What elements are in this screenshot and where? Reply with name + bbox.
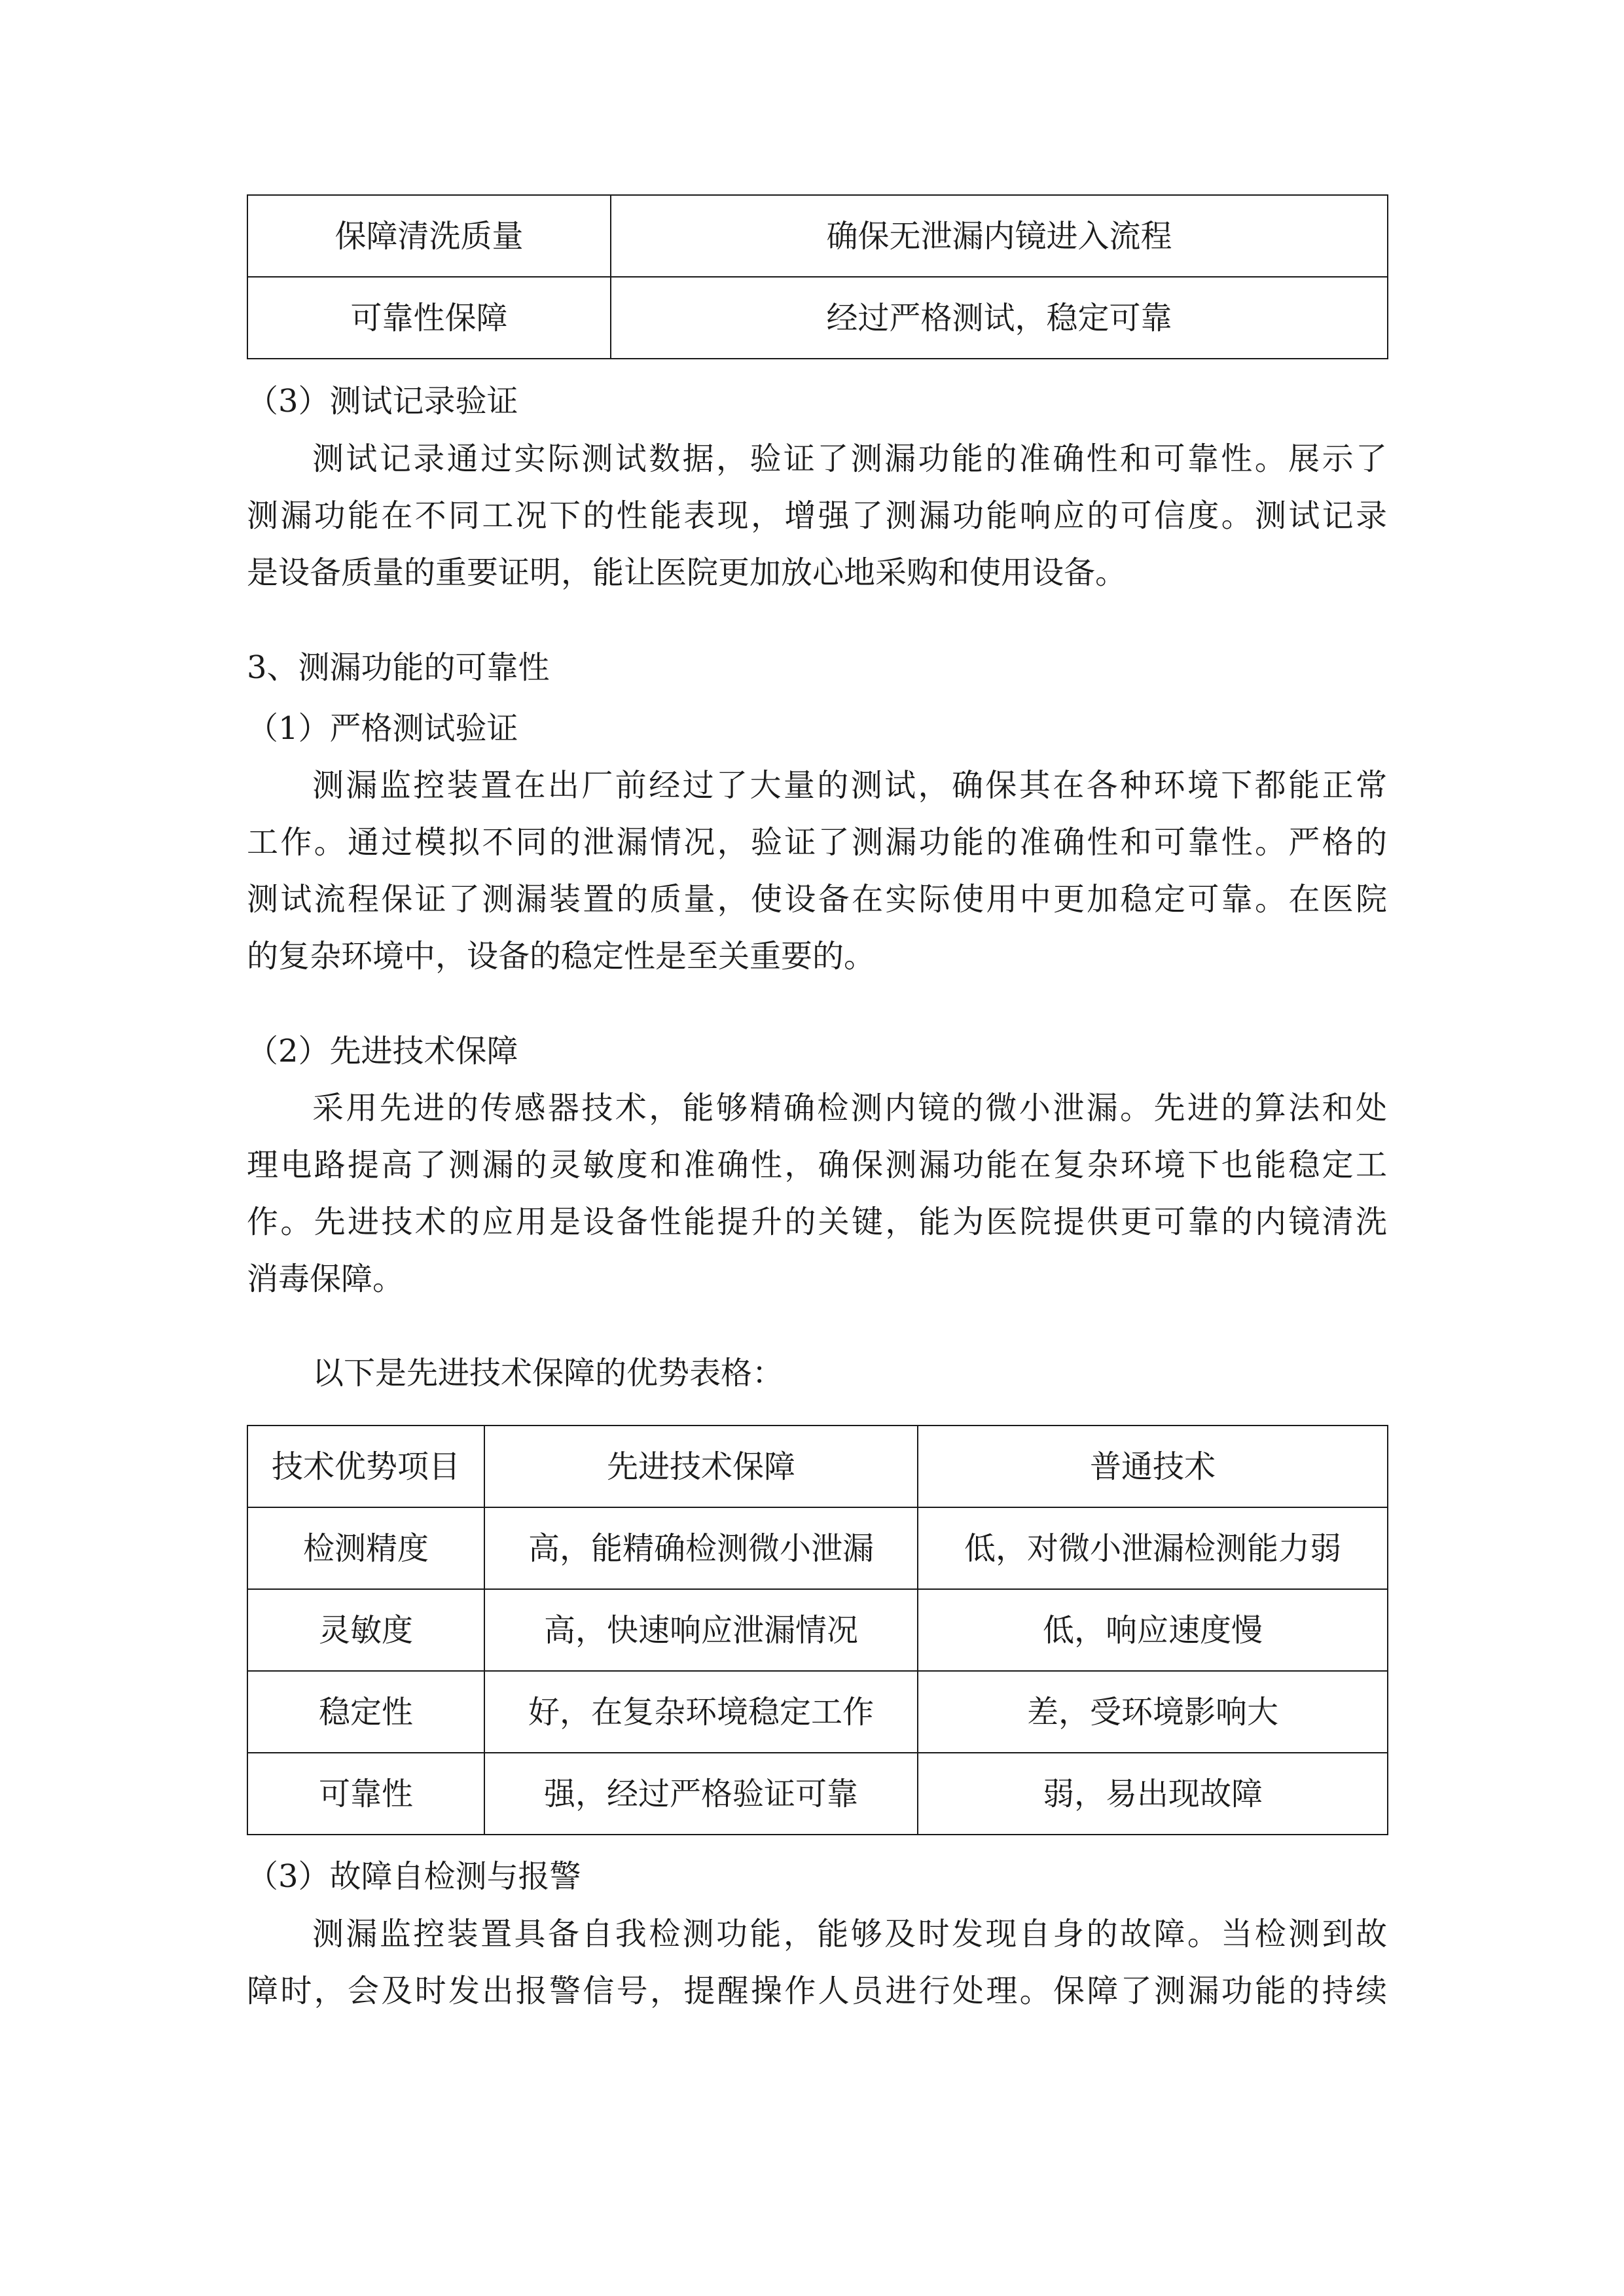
paragraph-line: 是设备质量的重要证明，能让医院更加放心地采购和使用设备。 (247, 554, 1127, 591)
table-cell: 可靠性 (247, 1753, 484, 1835)
table-row (247, 195, 1388, 277)
paragraph-line: 理电路提高了测漏的灵敏度和准确性，确保测漏功能在复杂环境下也能稳定工 (247, 1147, 1387, 1183)
section-title: （2）先进技术保障 (247, 1033, 518, 1069)
table-cell: 经过严格测试，稳定可靠 (611, 277, 1388, 359)
paragraph-line: 采用先进的传感器技术，能够精确检测内镜的微小泄漏。先进的算法和处 (312, 1090, 1387, 1126)
table-cell: 保障清洗质量 (247, 195, 611, 277)
benefit-table (247, 194, 1388, 359)
table-row (247, 1671, 1388, 1753)
table-cell: 高，快速响应泄漏情况 (484, 1589, 918, 1671)
paragraph-line: 作。先进技术的应用是设备性能提升的关键，能为医院提供更可靠的内镜清洗 (247, 1204, 1387, 1240)
table-row (247, 1753, 1388, 1835)
paragraph-line: 的复杂环境中，设备的稳定性是至关重要的。 (247, 938, 876, 975)
paragraph-line: 工作。通过模拟不同的泄漏情况，验证了测漏功能的准确性和可靠性。严格的 (247, 824, 1387, 861)
heading: 3、测漏功能的可靠性 (247, 649, 550, 686)
table-intro: 以下是先进技术保障的优势表格： (312, 1355, 784, 1391)
table-cell: 稳定性 (247, 1671, 484, 1753)
paragraph-line: 测漏监控装置在出厂前经过了大量的测试，确保其在各种环境下都能正常 (312, 767, 1387, 804)
paragraph-line: 测试流程保证了测漏装置的质量，使设备在实际使用中更加稳定可靠。在医院 (247, 881, 1387, 918)
table-header-cell: 先进技术保障 (484, 1426, 918, 1507)
table-cell: 灵敏度 (247, 1589, 484, 1671)
section-title: （3）测试记录验证 (247, 383, 518, 420)
paragraph-line: 测漏监控装置具备自我检测功能，能够及时发现自身的故障。当检测到故 (312, 1916, 1387, 1952)
table-cell: 可靠性保障 (247, 277, 611, 359)
table-row (247, 1507, 1388, 1589)
section-title: （3）故障自检测与报警 (247, 1858, 581, 1895)
table-row (247, 277, 1388, 359)
table-cell: 低，对微小泄漏检测能力弱 (918, 1507, 1388, 1589)
paragraph-line: 障时，会及时发出报警信号，提醒操作人员进行处理。保障了测漏功能的持续 (247, 1973, 1387, 2009)
table-cell: 弱，易出现故障 (918, 1753, 1388, 1835)
table-cell: 确保无泄漏内镜进入流程 (611, 195, 1388, 277)
table-cell: 检测精度 (247, 1507, 484, 1589)
table-cell: 差，受环境影响大 (918, 1671, 1388, 1753)
table-cell: 好，在复杂环境稳定工作 (484, 1671, 918, 1753)
paragraph-line: 测试记录通过实际测试数据，验证了测漏功能的准确性和可靠性。展示了 (312, 440, 1387, 477)
table-row (247, 1589, 1388, 1671)
paragraph-line: 消毒保障。 (247, 1261, 405, 1297)
table-cell: 低，响应速度慢 (918, 1589, 1388, 1671)
paragraph-line: 测漏功能在不同工况下的性能表现，增强了测漏功能响应的可信度。测试记录 (247, 497, 1387, 534)
table-header-cell: 普通技术 (918, 1426, 1388, 1507)
section-title: （1）严格测试验证 (247, 710, 518, 747)
table-header-cell: 技术优势项目 (247, 1426, 484, 1507)
table-header-row (247, 1426, 1388, 1507)
table-cell: 强，经过严格验证可靠 (484, 1753, 918, 1835)
advantage-table (247, 1425, 1388, 1835)
table-cell: 高，能精确检测微小泄漏 (484, 1507, 918, 1589)
